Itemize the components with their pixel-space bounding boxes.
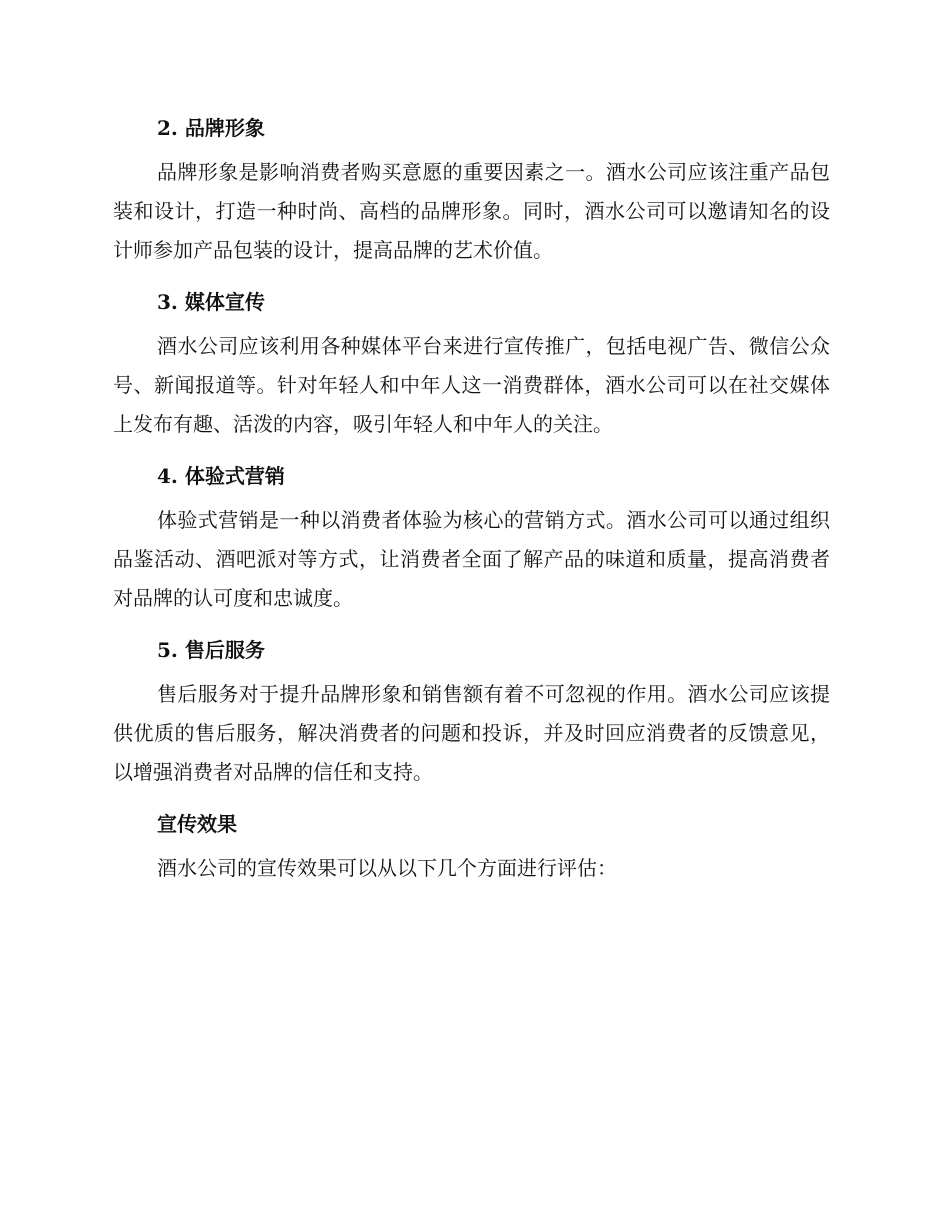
section-heading: 宣传效果 <box>157 812 237 836</box>
section-brand-image <box>113 110 830 284</box>
section-experiential-marketing <box>113 458 830 632</box>
section-heading: 5. 售后服务 <box>157 638 265 662</box>
section-paragraph: 酒水公司的宣传效果可以从以下几个方面进行评估： <box>157 856 617 880</box>
section-paragraph: 品牌形象是影响消费者购买意愿的重要因素之一。酒水公司应该注重产品包装和设计，打造一种时尚、高档的品牌形象。同时，酒水公司可以邀请知名的设计师参加产品包装的设计，提高品牌的艺术价值。 <box>113 160 830 262</box>
section-heading: 3. 媒体宣传 <box>157 290 265 314</box>
section-paragraph: 售后服务对于提升品牌形象和销售额有着不可忽视的作用。酒水公司应该提供优质的售后服务，解决消费者的问题和投诉，并及时回应消费者的反馈意见，以增强消费者对品牌的信任和支持。 <box>113 682 830 784</box>
section-promotion-effect <box>113 806 830 888</box>
section-paragraph: 酒水公司应该利用各种媒体平台来进行宣传推广，包括电视广告、微信公众号、新闻报道等。针对年轻人和中年人这一消费群体，酒水公司可以在社交媒体上发布有趣、活泼的内容，吸引年轻人和中年人的关注。 <box>113 334 830 436</box>
section-heading: 2. 品牌形象 <box>157 116 265 140</box>
section-media-promotion <box>113 284 830 458</box>
section-paragraph: 体验式营销是一种以消费者体验为核心的营销方式。酒水公司可以通过组织品鉴活动、酒吧派对等方式，让消费者全面了解产品的味道和质量，提高消费者对品牌的认可度和忠诚度。 <box>113 508 830 610</box>
section-after-sales-service <box>113 632 830 806</box>
section-heading: 4. 体验式营销 <box>157 464 285 488</box>
